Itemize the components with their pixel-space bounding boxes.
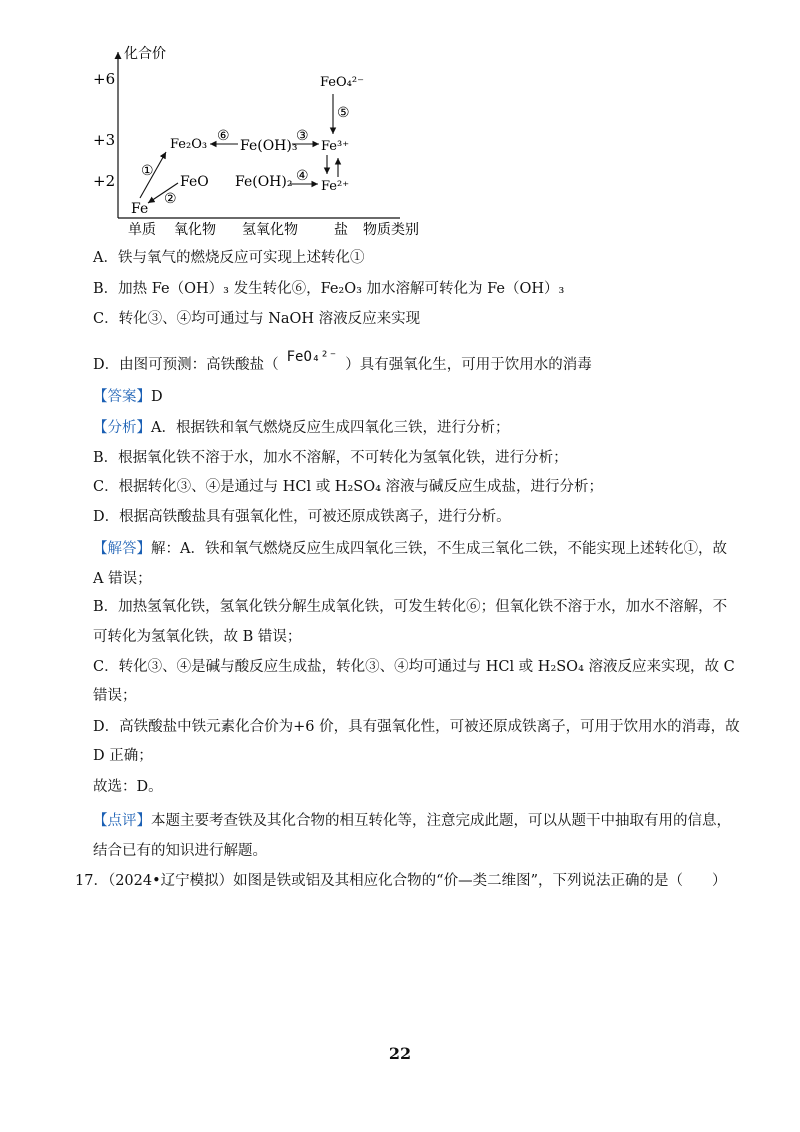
answer-tag: 【答案】 [93, 389, 151, 405]
answer-line [93, 387, 163, 407]
page-number: 22 [388, 1044, 412, 1063]
option-d-formula: FeO₄²⁻ [286, 349, 338, 365]
arrow-label-2: ② [164, 191, 177, 207]
answer-text: D [151, 389, 163, 405]
analysis-line-2: B．根据氧化铁不溶于水，加水不溶解，不可转化为氢氧化铁，进行分析； [93, 450, 568, 466]
node-feo: FeO [180, 174, 209, 190]
comment-text-a: 本题主要考查铁及其化合物的相互转化等，注意完成此题，可以从题干中抽取有用的信息， [151, 813, 731, 829]
arrow-label-1: ① [141, 163, 154, 179]
option-d-suffix: ）具有强氧化生，可用于饮用水的消毒 [345, 357, 592, 373]
node-feoh2: Fe(OH)₂ [235, 174, 293, 190]
comment-line-1 [93, 811, 731, 831]
category-salt: 盐 [334, 222, 348, 238]
analysis-line-1 [93, 418, 509, 438]
valence-plus2: +2 [93, 172, 116, 190]
comment-tag: 【点评】 [93, 813, 151, 829]
arrow-label-3: ③ [296, 128, 309, 144]
arrow-label-5: ⑤ [337, 105, 350, 121]
node-feoh3: Fe(OH)₃ [240, 138, 298, 154]
category-element: 单质 [128, 222, 156, 238]
option-a: A．铁与氧气的燃烧反应可实现上述转化① [93, 250, 365, 266]
solution-line-5: C．转化③、④是碱与酸反应生成盐，转化③、④均可通过与 HCl 或 H₂SO₄ 溶液反应来实现，故 C [93, 659, 735, 675]
valence-plus6: +6 [93, 70, 116, 88]
node-fe2: Fe²⁺ [321, 179, 350, 194]
node-feo4: FeO₄²⁻ [320, 75, 364, 90]
solution-line-4: 可转化为氢氧化铁，故 B 错误； [93, 629, 302, 645]
solution-line-1 [93, 539, 727, 559]
node-fe2o3: Fe₂O₃ [170, 137, 208, 152]
valence-plus3: +3 [93, 131, 116, 149]
solution-line-9: 故选：D。 [93, 779, 163, 795]
category-axis-label: 物质类别 [363, 222, 419, 238]
solution-line-3: B．加热氢氧化铁，氢氧化铁分解生成氧化铁，可发生转化⑥；但氧化铁不溶于水，加水不溶解，不 [93, 599, 728, 615]
option-b: B．加热 Fe（OH）₃ 发生转化⑥，Fe₂O₃ 加水溶解可转化为 Fe（OH）₃ [93, 281, 565, 297]
question-17: 17．（2024•辽宁模拟）如图是铁或铝及其相应化合物的“价—类二维图”，下列说法正确的是（ ） [75, 873, 727, 889]
solution-line-6: 错误； [93, 688, 137, 704]
valence-class-diagram [0, 0, 800, 245]
arrow-label-4: ④ [296, 168, 309, 184]
node-fe3: Fe³⁺ [321, 139, 350, 154]
solution-line-7: D．高铁酸盐中铁元素化合价为+6 价，具有强氧化性，可被还原成铁离子，可用于饮用水的消毒，故 [93, 719, 740, 735]
category-oxide: 氧化物 [174, 222, 216, 238]
node-fe: Fe [131, 201, 149, 217]
option-d-prefix: D．由图可预测：高铁酸盐（ [93, 357, 279, 373]
arrow-label-6: ⑥ [217, 128, 230, 144]
solution-text-a: 解：A．铁和氧气燃烧反应生成四氧化三铁，不生成三氧化二铁，不能实现上述转化①，故 [151, 541, 727, 557]
solution-tag: 【解答】 [93, 541, 151, 557]
y-axis-label: 化合价 [124, 46, 166, 62]
comment-line-2: 结合已有的知识进行解题。 [93, 843, 267, 859]
analysis-tag: 【分析】 [93, 420, 151, 436]
solution-line-8: D 正确； [93, 748, 153, 764]
solution-line-2: A 错误； [93, 571, 152, 587]
option-c: C．转化③、④均可通过与 NaOH 溶液反应来实现 [93, 311, 421, 327]
analysis-line-4: D．根据高铁酸盐具有强氧化性，可被还原成铁离子，进行分析。 [93, 509, 511, 525]
analysis-line-3: C．根据转化③、④是通过与 HCl 或 H₂SO₄ 溶液与碱反应生成盐，进行分析； [93, 479, 603, 495]
category-hydroxide: 氢氧化物 [242, 222, 298, 238]
option-d [93, 349, 592, 375]
analysis-text-a: A．根据铁和氧气燃烧反应生成四氧化三铁，进行分析； [151, 420, 510, 436]
